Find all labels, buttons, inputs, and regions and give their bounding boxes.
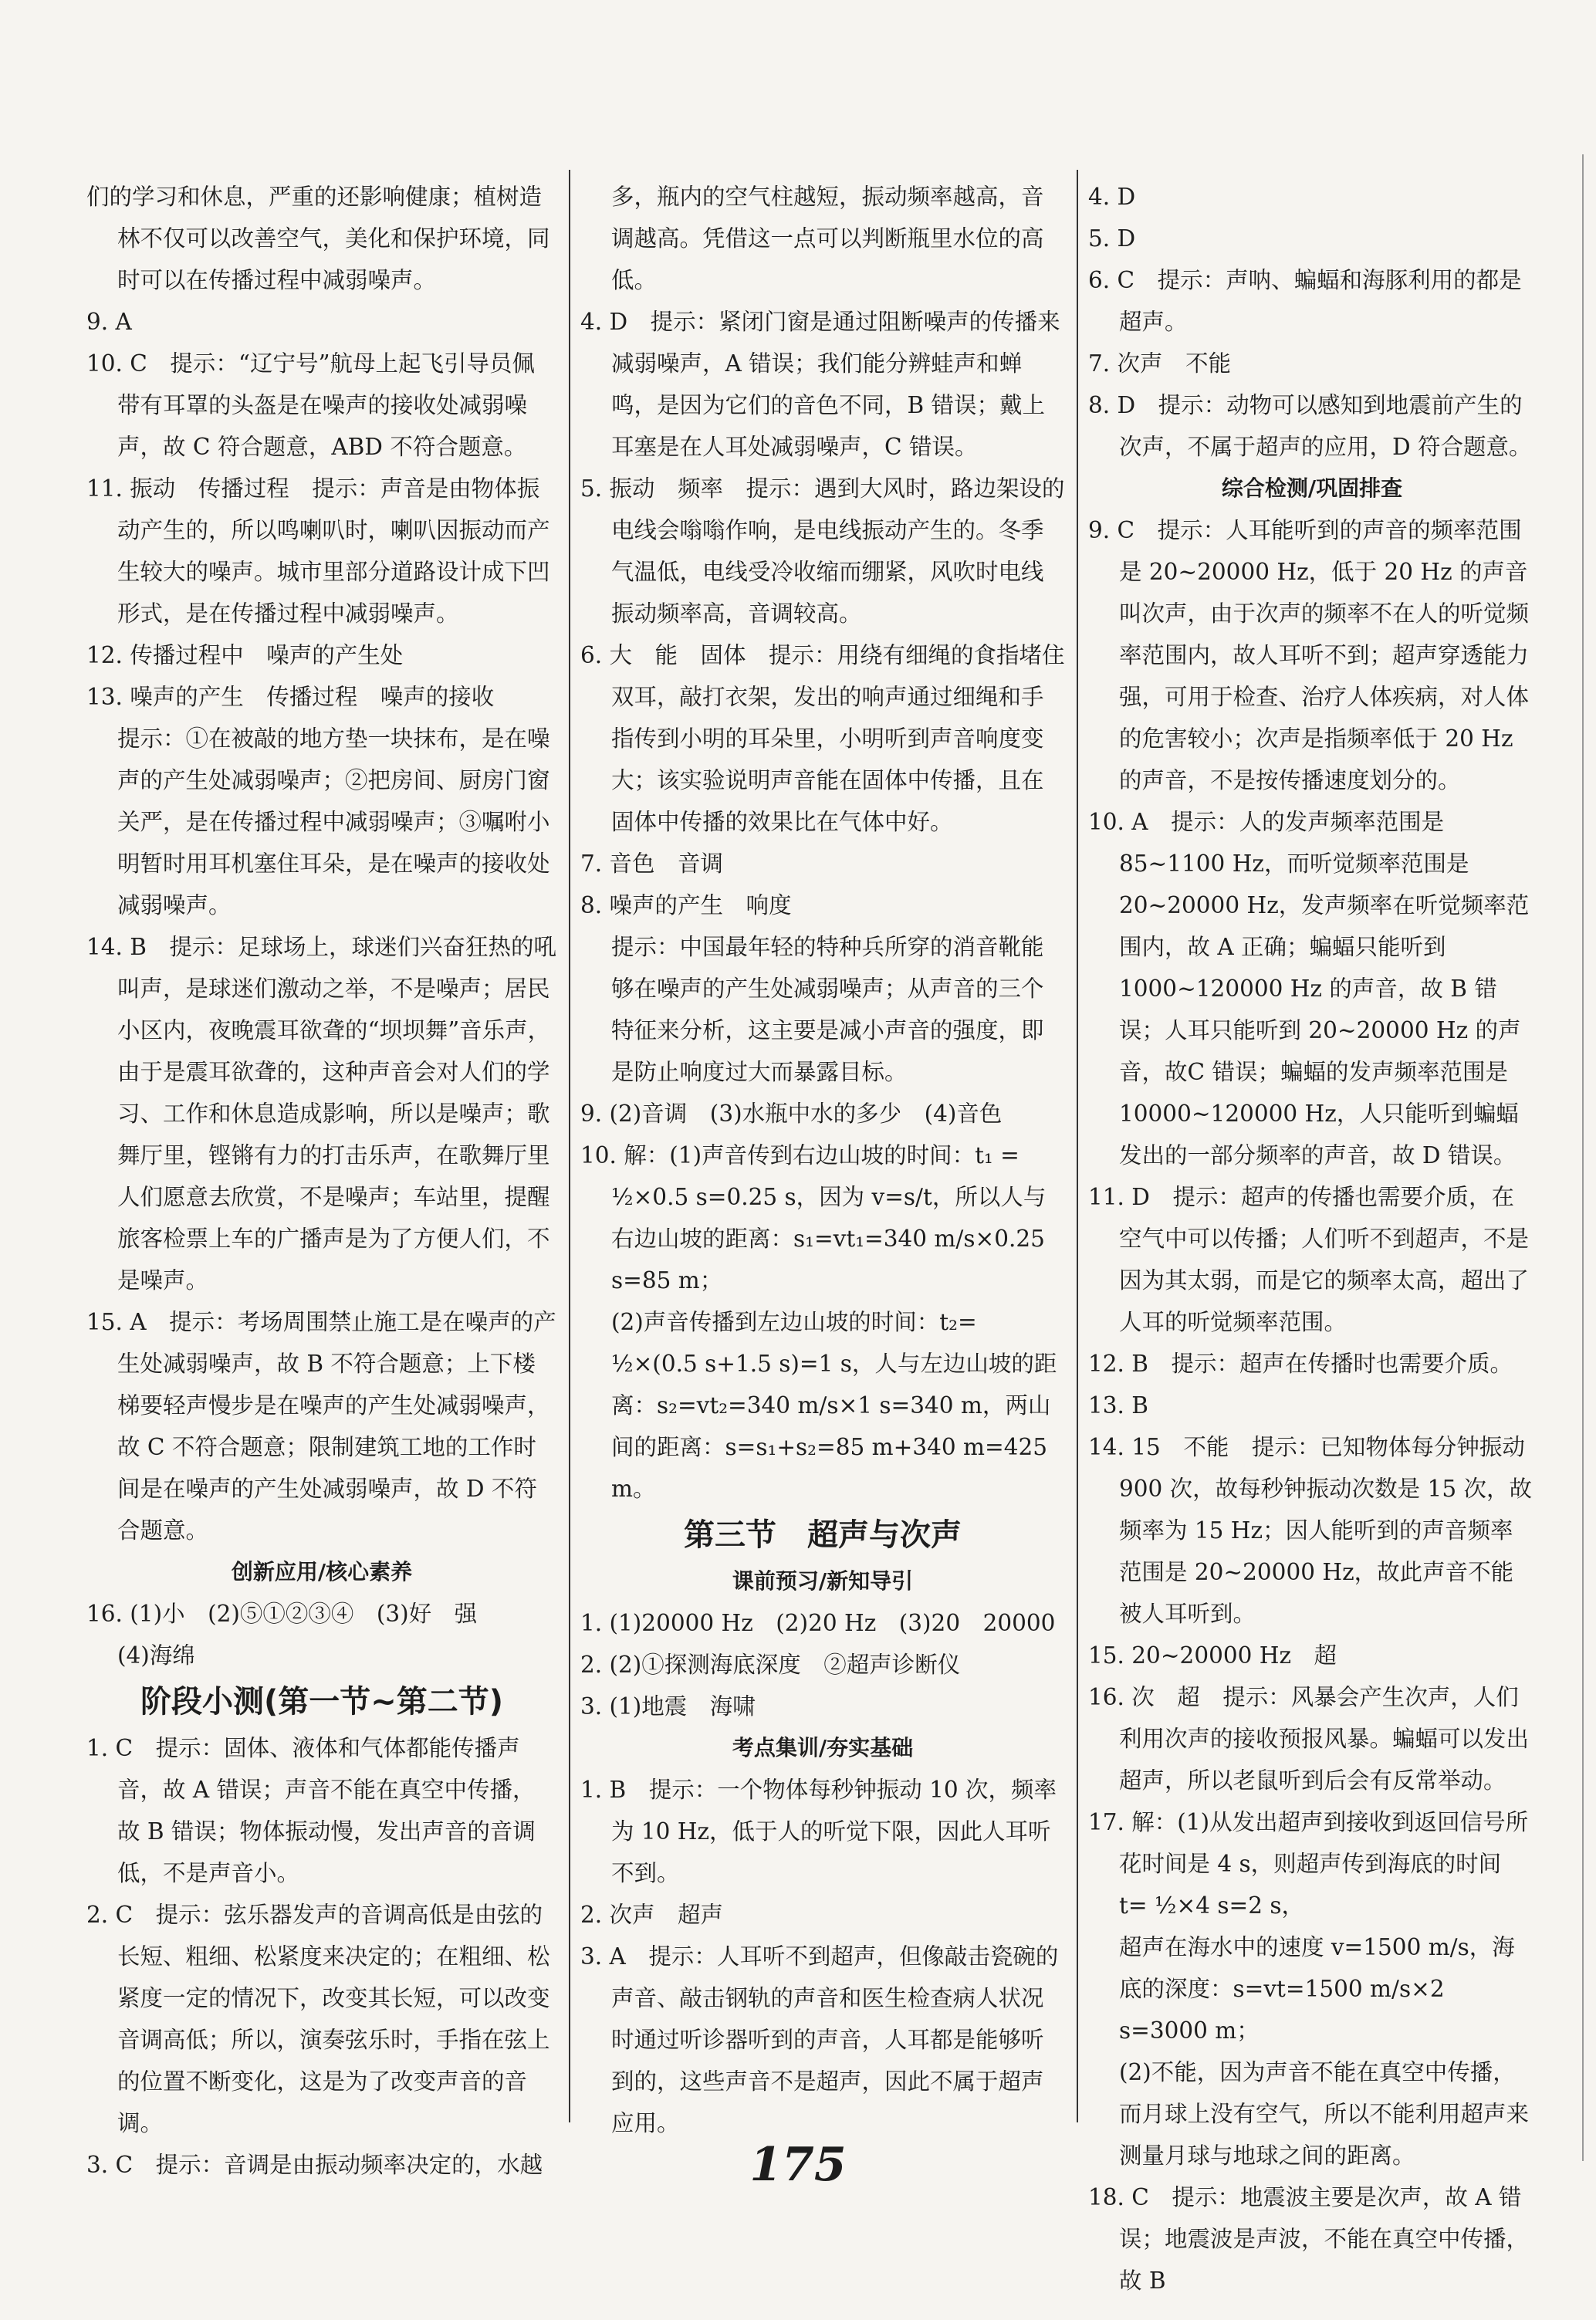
- answer-continuation: (2)不能，因为声音不能在真空中传播，而月球上没有空气，所以不能利用超声来测量月球与地球之间的距离。: [1119, 2059, 1530, 2169]
- answer-item: 1. B 提示：一个物体每秒钟振动 10 次，频率为 10 Hz，低于人的听觉下限，因此人耳听不到。: [580, 1777, 1057, 1886]
- section-heading: 第三节 超声与次声: [684, 1517, 962, 1553]
- answer-continuation: (2)声音传播到左边山坡的时间：t₂= ½×(0.5 s+1.5 s)=1 s，人与左边山坡的距离：s₂=vt₂=340 m/s×1 s=340 m，两山间的距离：s=s₁+s₂=85 m+340 m=425 m。: [611, 1309, 1057, 1502]
- answer-item: 2. C 提示：弦乐器发声的音调高低是由弦的长短、粗细、松紧度来决定的；在粗细、松紧度一定的情况下，改变其长短，可以改变音调高低；所以，演奏弦乐时，手指在弦上的位置不断变化，这是为了改变声音的音调。: [86, 1902, 550, 2136]
- answer-item: 们的学习和休息，严重的还影响健康；植树造林不仅可以改善空气，美化和保护环境，同时可以在传播过程中减弱噪声。: [86, 184, 550, 293]
- answer-item: 9. A: [86, 309, 132, 335]
- answer-continuation: 超声在海水中的速度 v=1500 m/s，海底的深度：s=vt=1500 m/s×2 s=3000 m；: [1119, 1934, 1515, 2044]
- answer-item: 6. 大 能 固体 提示：用绕有细绳的食指堵住双耳，敲打衣架，发出的响声通过细绳和手指传到小明的耳朵里，小明听到声音响度变大；该实验说明声音能在固体中传播，且在固体中传播的效果比在气体中好。: [580, 642, 1065, 835]
- answer-item: 16. 次 超 提示：风暴会产生次声，人们利用次声的接收预报风暴。蝙蝠可以发出超声，所以老鼠听到后会有反常举动。: [1088, 1684, 1530, 1794]
- answer-item: 15. 20~20000 Hz 超: [1088, 1642, 1337, 1669]
- page-edge: [1582, 154, 1584, 2161]
- answer-item: 15. A 提示：考场周围禁止施工是在噪声的产生处减弱噪声，故 B 不符合题意；上下楼梯要轻声慢步是在噪声的产生处减弱噪声，故 C 不符合题意；限制建筑工地的工作时间是在噪声的产生处减弱噪声，故 D 不符合题意。: [86, 1309, 556, 1544]
- answer-item: 4. D 提示：紧闭门窗是通过阻断噪声的传播来减弱噪声，A 错误；我们能分辨蛙声和蝉鸣，是因为它们的音色不同，B 错误；戴上耳塞是在人耳处减弱噪声，C 错误。: [580, 309, 1060, 460]
- section-subheading: 综合检测/巩固排查: [1221, 475, 1403, 501]
- answer-item: 12. B 提示：超声在传播时也需要介质。: [1088, 1351, 1513, 1377]
- answer-item: 17. 解：(1)从发出超声到接收到返回信号所花时间是 4 s，则超声传到海底的时间 t= ½×4 s=2 s，: [1088, 1809, 1529, 1919]
- section-heading: 阶段小测(第一节~第二节): [140, 1684, 504, 1720]
- answer-item: 18. C 提示：地震波主要是次声，故 A 错误；地震波是声波，不能在真空中传播，故 B: [1088, 2184, 1530, 2294]
- answer-item: 8. D 提示：动物可以感知到地震前产生的次声，不属于超声的应用，D 符合题意。: [1088, 392, 1532, 460]
- answer-item: 16. (1)小 (2)⑤①②③④ (3)好 强: [86, 1601, 478, 1627]
- answer-item: 11. D 提示：超声的传播也需要介质，在空气中可以传播；人们听不到超声，不是因为其太弱，而是它的频率太高，超出了人耳的听觉频率范围。: [1088, 1184, 1530, 1335]
- answer-item: 2. (2)①探测海底深度 ②超声诊断仪: [580, 1652, 961, 1678]
- answer-item: 10. 解：(1)声音传到右边山坡的时间：t₁ = ½×0.5 s=0.25 s，因为 v=s/t，所以人与右边山坡的距离：s₁=vt₁=340 m/s×0.25 s=85 m；: [580, 1142, 1047, 1294]
- section-subheading: 创新应用/核心素养: [231, 1559, 413, 1584]
- answer-item: 2. 次声 超声: [580, 1902, 724, 1928]
- column-right: [1088, 176, 1536, 2294]
- answer-item: 14. 15 不能 提示：已知物体每分钟振动 900 次，故每秒钟振动次数是 15 次，故频率为 15 Hz；因人能听到的声音频率范围是 20~20000 Hz，故此声音不能被人耳听到。: [1088, 1434, 1532, 1627]
- column-middle: [580, 176, 1065, 2181]
- section-subheading: 课前预习/新知导引: [732, 1568, 914, 1594]
- answer-item: 13. B: [1088, 1392, 1148, 1419]
- answer-item: 3. A 提示：人耳听不到超声，但像敲击瓷碗的声音、敲击钢轨的声音和医生检查病人状况时通过听诊器听到的声音，人耳都是能够听到的，这些声音不是超声，因此不属于超声应用。: [580, 1943, 1059, 2136]
- column-divider: [1077, 170, 1078, 2122]
- answer-item: 9. C 提示：人耳能听到的声音的频率范围是 20~20000 Hz，低于 20 Hz 的声音叫次声，由于次声的频率不在人的听觉频率范围内，故人耳听不到；超声穿透能力强，可用于检查、治疗人体疾病，对人体的危害较小；次声是指频率低于 20 Hz 的声音，不是按传播速度划分的。: [1088, 517, 1530, 793]
- answer-item: 5. D: [1088, 225, 1136, 252]
- answer-item: 12. 传播过程中 噪声的产生处: [86, 642, 404, 668]
- answer-continuation: (4)海绵: [117, 1642, 195, 1669]
- answer-continuation: 多，瓶内的空气柱越短，振动频率越高，音调越高。凭借这一点可以判断瓶里水位的高低。: [611, 184, 1044, 293]
- answer-item: 13. 噪声的产生 传播过程 噪声的接收: [86, 684, 495, 710]
- answer-item: 1. (1)20000 Hz (2)20 Hz (3)20 20000: [580, 1610, 1056, 1636]
- column-left: [86, 176, 557, 2181]
- answer-item: 3. (1)地震 海啸: [580, 1693, 756, 1720]
- answer-item: 14. B 提示：足球场上，球迷们兴奋狂热的吼叫声，是球迷们激动之举，不是噪声；居民小区内，夜晚震耳欲聋的“坝坝舞”音乐声，由于是震耳欲聋的，这种声音会对人们的学习、工作和休息造成影响，所以是噪声；歌舞厅里，铿锵有力的打击乐声，在歌舞厅里人们愿意去欣赏，不是噪声；车站里，提醒旅客检票上车的广播声是为了方便人们，不是噪声。: [86, 934, 556, 1294]
- answer-item: 7. 音色 音调: [580, 851, 724, 877]
- answer-item: 6. C 提示：声呐、蝙蝠和海豚利用的都是超声。: [1088, 267, 1522, 335]
- answer-item: 10. A 提示：人的发声频率范围是 85~1100 Hz，而听觉频率范围是 20~20000 Hz，发声频率在听觉频率范围内，故 A 正确；蝙蝠只能听到 1000~120000 Hz 的声音，故 B 错误；人耳只能听到 20~20000 Hz 的声音，故C 错误；蝙蝠的发声频率范围是 10000~120000 Hz，人只能听到蝙蝠发出的一部分频率的声音，故 D 错误。: [1088, 809, 1530, 1168]
- answer-item: 9. (2)音调 (3)水瓶中水的多少 (4)音色: [580, 1101, 1003, 1127]
- column-divider: [569, 170, 570, 2122]
- answer-item: 4. D: [1088, 184, 1136, 210]
- answer-item: 11. 振动 传播过程 提示：声音是由物体振动产生的，所以鸣喇叭时，喇叭因振动而产生较大的噪声。城市里部分道路设计成下凹形式，是在传播过程中减弱噪声。: [86, 475, 550, 627]
- answer-item: 1. C 提示：固体、液体和气体都能传播声音，故 A 错误；声音不能在真空中传播，故 B 错误；物体振动慢，发出声音的音调低，不是声音小。: [86, 1735, 536, 1886]
- answer-item: 5. 振动 频率 提示：遇到大风时，路边架设的电线会嗡嗡作响，是电线振动产生的。冬季气温低，电线受冷收缩而绷紧，风吹时电线振动频率高，音调较高。: [580, 475, 1065, 627]
- answer-continuation: 提示：中国最年轻的特种兵所穿的消音靴能够在噪声的产生处减弱噪声；从声音的三个特征来分析，这主要是减小声音的强度，即是防止响度过大而暴露目标。: [611, 934, 1044, 1085]
- section-subheading: 考点集训/夯实基础: [732, 1735, 914, 1760]
- page-number: 175: [749, 2138, 847, 2192]
- answer-item: 7. 次声 不能: [1088, 350, 1232, 377]
- answer-item: 3. C 提示：音调是由振动频率决定的，水越: [86, 2152, 543, 2178]
- answer-item: 10. C 提示：“辽宁号”航母上起飞引导员佩带有耳罩的头盔是在噪声的接收处减弱噪声，故 C 符合题意，ABD 不符合题意。: [86, 350, 536, 460]
- answer-item: 8. 噪声的产生 响度: [580, 892, 792, 918]
- answer-continuation: 提示：①在被敲的地方垫一块抹布，是在噪声的产生处减弱噪声；②把房间、厨房门窗关严，是在传播过程中减弱噪声；③嘱咐小明暂时用耳机塞住耳朵，是在噪声的接收处减弱噪声。: [117, 725, 550, 918]
